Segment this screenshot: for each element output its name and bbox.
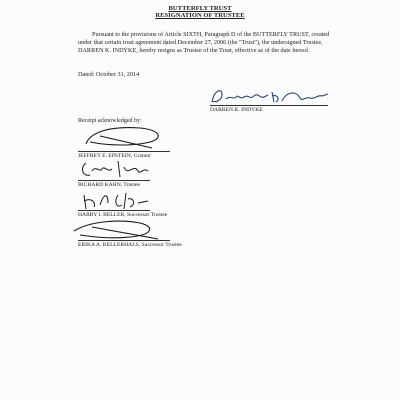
signature-line-epstein: [78, 151, 170, 152]
acknowledger-name-epstein: JEFFREY E. EPSTEIN, Grantor: [78, 153, 151, 159]
receipt-label: Receipt acknowledged by:: [78, 118, 142, 124]
signature-kahn: [78, 157, 158, 181]
acknowledger-name-kahn: RICHARD KAHN, Trustee: [78, 182, 141, 188]
signature-line-kahn: [78, 180, 150, 181]
signature-line-indyke: [210, 105, 328, 106]
signature-line-beller: [78, 210, 150, 211]
dated-line: Dated: October 31, 2014: [78, 71, 140, 78]
acknowledger-name-beller: HARRY I. BELLER, Successor Trustee: [78, 212, 168, 218]
signature-epstein: [80, 124, 170, 152]
acknowledger-name-kellerhals: ERIKA A. KELLERHALS, Successor Trustee: [78, 242, 182, 248]
document-title: BUTTERFLY TRUST: [168, 5, 232, 12]
document-subtitle: RESIGNATION OF TRUSTEE: [155, 12, 245, 19]
body-paragraph: Pursuant to the provisions of Article SIXTH, Paragraph D of the BUTTERFLY TRUST, created under that certain trust agreement dated December 27, 2006 (the "Trust"), the undersigned Trustee, DARREN K. INDYKE, hereby resigns as Trustee of the Trust, effective as of the date hereof.: [78, 31, 330, 54]
signature-line-kellerhals: [78, 240, 170, 241]
resigning-trustee-name: DARREN K. INDYKE: [210, 107, 263, 113]
